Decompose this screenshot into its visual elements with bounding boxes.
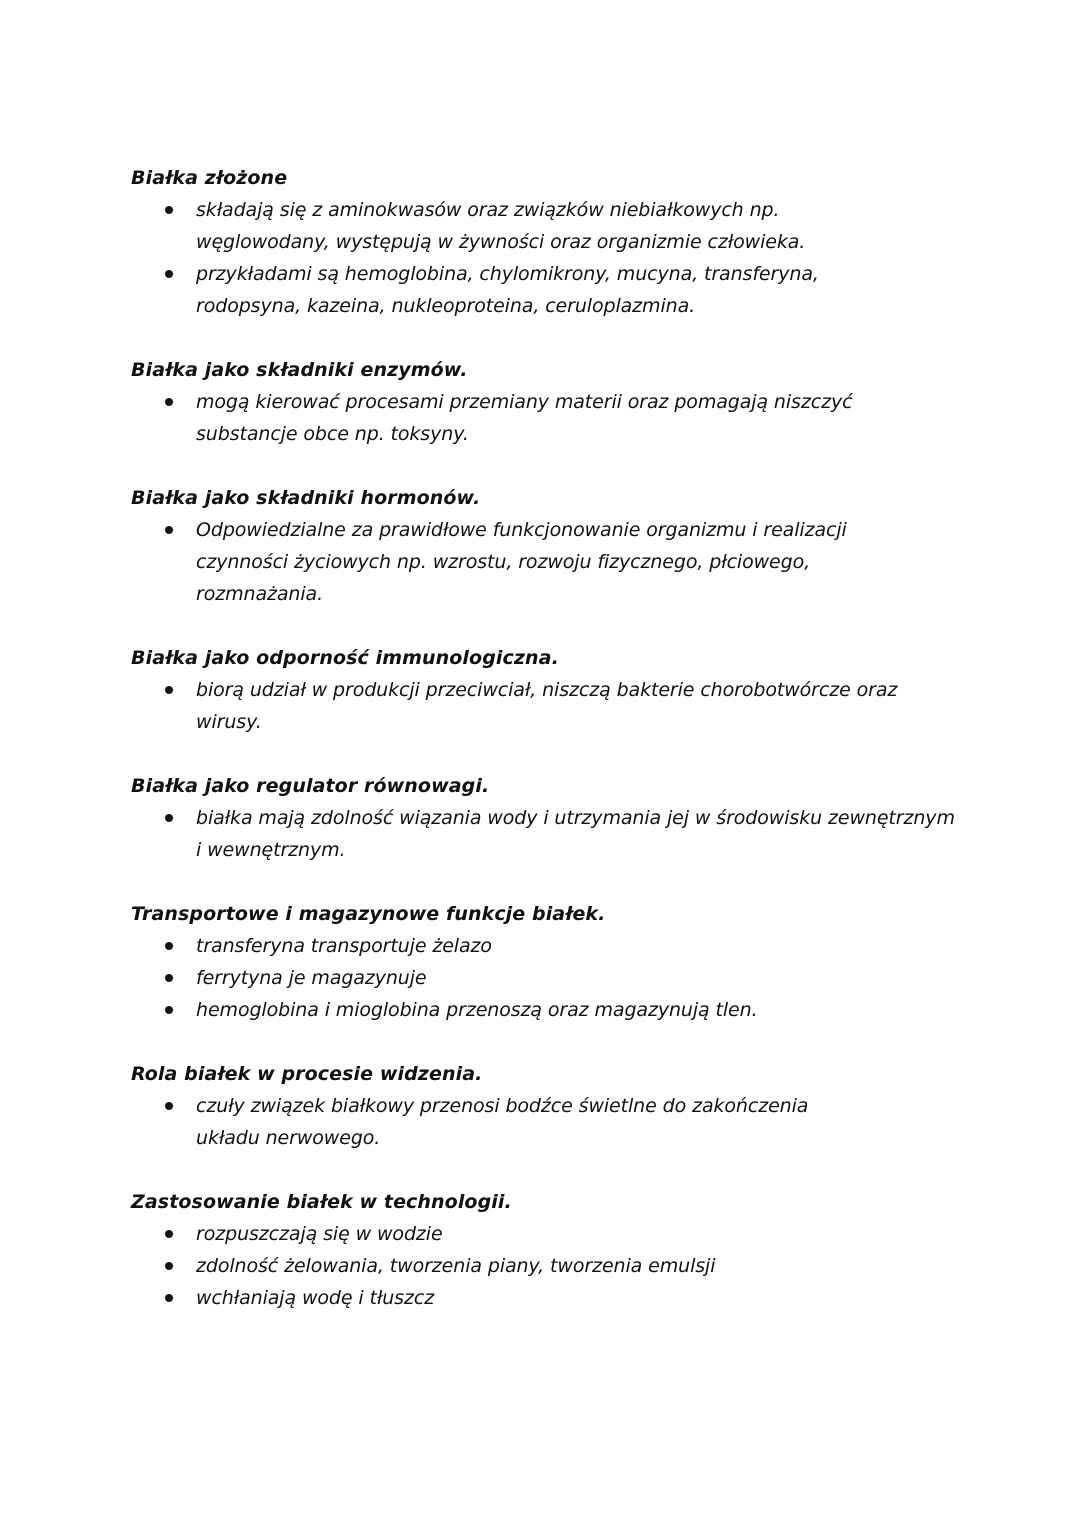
- bullet-text: ferrytyna je magazynuje: [196, 967, 427, 989]
- bullet-icon: [165, 974, 173, 982]
- section-transport: [131, 898, 961, 1026]
- bullet-list: [131, 1218, 961, 1314]
- bullet-item: [196, 1282, 961, 1314]
- bullet-item: [196, 802, 956, 866]
- bullet-icon: [165, 686, 173, 694]
- section-heading: Zastosowanie białek w technologii.: [131, 1191, 512, 1213]
- section-enzymy: [131, 354, 961, 450]
- bullet-item: [196, 1090, 876, 1154]
- bullet-item: [196, 514, 936, 610]
- bullet-icon: [165, 206, 173, 214]
- bullet-list: [131, 674, 961, 738]
- section-widzenie: [131, 1058, 961, 1154]
- bullet-icon: [165, 1006, 173, 1014]
- bullet-icon: [165, 526, 173, 534]
- bullet-icon: [165, 398, 173, 406]
- bullet-item: [196, 962, 961, 994]
- bullet-item: [196, 674, 906, 738]
- bullet-list: [131, 386, 961, 450]
- bullet-list: [131, 930, 961, 1026]
- bullet-icon: [165, 942, 173, 950]
- section-heading: Białka jako regulator równowagi.: [131, 775, 490, 797]
- bullet-item: [196, 386, 936, 450]
- document-content: [131, 162, 961, 1346]
- bullet-list: [131, 514, 961, 610]
- bullet-text: Odpowiedzialne za prawidłowe funkcjonowanie organizmu i realizacji czynności życiowych np. wzrostu, rozwoju fizycznego, płciowego, rozmnażania.: [196, 519, 847, 605]
- bullet-icon: [165, 814, 173, 822]
- bullet-icon: [165, 270, 173, 278]
- bullet-text: hemoglobina i mioglobina przenoszą oraz magazynują tlen.: [196, 999, 758, 1021]
- bullet-icon: [165, 1294, 173, 1302]
- bullet-icon: [165, 1262, 173, 1270]
- bullet-item: [196, 930, 961, 962]
- bullet-list: [131, 802, 961, 866]
- section-heading: Rola białek w procesie widzenia.: [131, 1063, 483, 1085]
- section-bialka-zlozone: [131, 162, 961, 322]
- bullet-item: [196, 258, 906, 322]
- bullet-icon: [165, 1102, 173, 1110]
- section-heading: Białka jako składniki enzymów.: [131, 359, 468, 381]
- bullet-text: białka mają zdolność wiązania wody i utrzymania jej w środowisku zewnętrznym i wewnętrznym.: [196, 807, 955, 861]
- bullet-text: składają się z aminokwasów oraz związków niebiałkowych np. węglowodany, występują w żywności oraz organizmie człowieka.: [196, 199, 806, 253]
- bullet-icon: [165, 1230, 173, 1238]
- section-technologia: [131, 1186, 961, 1314]
- section-regulator: [131, 770, 961, 866]
- bullet-item: [196, 194, 886, 258]
- bullet-text: przykładami są hemoglobina, chylomikrony, mucyna, transferyna, rodopsyna, kazeina, nukleoproteina, ceruloplazmina.: [196, 263, 819, 317]
- bullet-text: zdolność żelowania, tworzenia piany, tworzenia emulsji: [196, 1255, 716, 1277]
- bullet-text: rozpuszczają się w wodzie: [196, 1223, 443, 1245]
- bullet-text: biorą udział w produkcji przeciwciał, niszczą bakterie chorobotwórcze oraz wirusy.: [196, 679, 898, 733]
- section-heading: Białka jako odporność immunologiczna.: [131, 647, 559, 669]
- bullet-text: czuły związek białkowy przenosi bodźce świetlne do zakończenia układu nerwowego.: [196, 1095, 809, 1149]
- bullet-item: [196, 1250, 961, 1282]
- bullet-text: transferyna transportuje żelazo: [196, 935, 492, 957]
- section-heading: Białka jako składniki hormonów.: [131, 487, 481, 509]
- section-odpornosc: [131, 642, 961, 738]
- bullet-list: [131, 194, 961, 322]
- section-heading: Białka złożone: [131, 167, 288, 189]
- bullet-text: mogą kierować procesami przemiany materii oraz pomagają niszczyć substancje obce np. toksyny.: [196, 391, 853, 445]
- section-hormony: [131, 482, 961, 610]
- section-heading: Transportowe i magazynowe funkcje białek.: [131, 903, 606, 925]
- bullet-list: [131, 1090, 961, 1154]
- bullet-text: wchłaniają wodę i tłuszcz: [196, 1287, 435, 1309]
- bullet-item: [196, 994, 961, 1026]
- bullet-item: [196, 1218, 961, 1250]
